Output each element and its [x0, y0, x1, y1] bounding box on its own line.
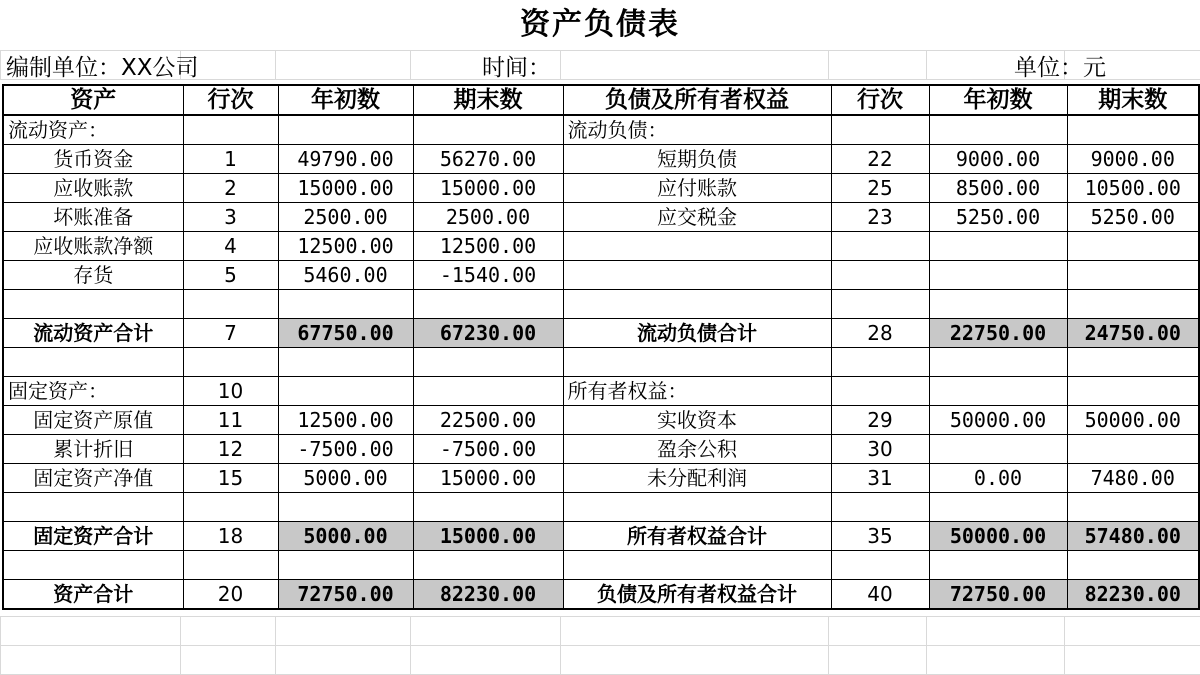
column-header-asset-begin[interactable]: 年初数 — [278, 85, 413, 115]
asset-name-cell[interactable]: 应收账款净额 — [3, 232, 183, 261]
asset-line-cell[interactable]: 4 — [183, 232, 278, 261]
table-row — [3, 174, 1199, 203]
asset-end-cell[interactable]: 82230.00 — [413, 580, 563, 610]
table-row — [3, 464, 1199, 493]
liability-begin-cell[interactable] — [929, 232, 1067, 261]
liability-begin-cell[interactable]: 0.00 — [929, 464, 1067, 493]
asset-line-cell[interactable] — [183, 551, 278, 580]
liability-end-cell[interactable]: 50000.00 — [1067, 406, 1199, 435]
asset-name-cell[interactable]: 资产合计 — [3, 580, 183, 610]
asset-begin-cell[interactable] — [278, 551, 413, 580]
liability-line-cell[interactable] — [831, 348, 929, 377]
liability-end-cell[interactable] — [1067, 435, 1199, 464]
liability-end-cell[interactable]: 57480.00 — [1067, 522, 1199, 551]
asset-begin-cell[interactable] — [278, 348, 413, 377]
asset-begin-cell[interactable] — [278, 377, 413, 406]
asset-name-cell[interactable]: 固定资产： — [3, 377, 183, 406]
asset-end-cell[interactable]: 15000.00 — [413, 174, 563, 203]
asset-name-cell[interactable] — [3, 348, 183, 377]
asset-name-cell[interactable]: 坏账准备 — [3, 203, 183, 232]
column-header-asset-end[interactable]: 期末数 — [413, 85, 563, 115]
liability-begin-cell[interactable]: 72750.00 — [929, 580, 1067, 610]
liability-begin-cell[interactable]: 50000.00 — [929, 406, 1067, 435]
unit-label[interactable]: 单位：元 — [1014, 55, 1106, 81]
table-row — [3, 145, 1199, 174]
liability-name-cell[interactable]: 所有者权益合计 — [563, 522, 831, 551]
liability-line-cell[interactable]: 31 — [831, 464, 929, 493]
liability-name-cell[interactable]: 流动负债： — [563, 115, 831, 145]
liability-line-cell[interactable]: 35 — [831, 522, 929, 551]
liability-line-cell[interactable] — [831, 232, 929, 261]
liability-end-cell[interactable]: 24750.00 — [1067, 319, 1199, 348]
column-header-liability-end[interactable]: 期末数 — [1067, 85, 1199, 115]
liability-line-cell[interactable]: 29 — [831, 406, 929, 435]
liability-end-cell[interactable] — [1067, 348, 1199, 377]
liability-line-cell[interactable]: 40 — [831, 580, 929, 610]
liability-line-cell[interactable]: 22 — [831, 145, 929, 174]
column-header-liability-line[interactable]: 行次 — [831, 85, 929, 115]
asset-line-cell[interactable] — [183, 290, 278, 319]
asset-name-cell[interactable]: 流动资产： — [3, 115, 183, 145]
asset-begin-cell[interactable] — [278, 493, 413, 522]
liability-line-cell[interactable] — [831, 261, 929, 290]
table-row — [3, 551, 1199, 580]
asset-begin-cell[interactable]: 5000.00 — [278, 522, 413, 551]
liability-name-cell[interactable]: 流动负债合计 — [563, 319, 831, 348]
company-label[interactable]: 编制单位：XX公司 — [6, 55, 199, 81]
liability-name-cell[interactable] — [563, 290, 831, 319]
liability-end-cell[interactable] — [1067, 551, 1199, 580]
liability-begin-cell[interactable]: 8500.00 — [929, 174, 1067, 203]
liability-name-cell[interactable]: 未分配利润 — [563, 464, 831, 493]
column-header-asset-name[interactable]: 资产 — [3, 85, 183, 115]
sheet-title[interactable]: 资产负债表 — [520, 7, 680, 42]
liability-line-cell[interactable] — [831, 493, 929, 522]
asset-name-cell[interactable] — [3, 290, 183, 319]
asset-end-cell[interactable]: -7500.00 — [413, 435, 563, 464]
section-row — [3, 115, 1199, 145]
column-header-liability-begin[interactable]: 年初数 — [929, 85, 1067, 115]
asset-end-cell[interactable] — [413, 377, 563, 406]
total-row — [3, 319, 1199, 348]
liability-begin-cell[interactable] — [929, 551, 1067, 580]
liability-end-cell[interactable] — [1067, 290, 1199, 319]
asset-line-cell[interactable] — [183, 493, 278, 522]
asset-begin-cell[interactable]: 12500.00 — [278, 406, 413, 435]
asset-line-cell[interactable]: 12 — [183, 435, 278, 464]
asset-begin-cell[interactable]: 5000.00 — [278, 464, 413, 493]
liability-line-cell[interactable] — [831, 551, 929, 580]
asset-line-cell[interactable]: 7 — [183, 319, 278, 348]
liability-begin-cell[interactable] — [929, 290, 1067, 319]
asset-name-cell[interactable]: 货币资金 — [3, 145, 183, 174]
asset-end-cell[interactable] — [413, 290, 563, 319]
asset-line-cell[interactable]: 1 — [183, 145, 278, 174]
liability-line-cell[interactable] — [831, 115, 929, 145]
asset-line-cell[interactable] — [183, 115, 278, 145]
asset-end-cell[interactable]: 67230.00 — [413, 319, 563, 348]
liability-line-cell[interactable] — [831, 377, 929, 406]
liability-name-cell[interactable]: 短期负债 — [563, 145, 831, 174]
liability-begin-cell[interactable]: 22750.00 — [929, 319, 1067, 348]
liability-line-cell[interactable] — [831, 290, 929, 319]
total-row — [3, 580, 1199, 610]
asset-begin-cell[interactable]: 72750.00 — [278, 580, 413, 610]
asset-end-cell[interactable]: -1540.00 — [413, 261, 563, 290]
table-row — [3, 435, 1199, 464]
table-row — [3, 493, 1199, 522]
liability-begin-cell[interactable] — [929, 115, 1067, 145]
liability-begin-cell[interactable] — [929, 348, 1067, 377]
asset-begin-cell[interactable]: 15000.00 — [278, 174, 413, 203]
asset-line-cell[interactable]: 18 — [183, 522, 278, 551]
asset-end-cell[interactable] — [413, 493, 563, 522]
liability-end-cell[interactable]: 9000.00 — [1067, 145, 1199, 174]
asset-name-cell[interactable]: 固定资产净值 — [3, 464, 183, 493]
liability-begin-cell[interactable] — [929, 261, 1067, 290]
asset-end-cell[interactable] — [413, 348, 563, 377]
liability-name-cell[interactable] — [563, 232, 831, 261]
liability-end-cell[interactable] — [1067, 115, 1199, 145]
asset-name-cell[interactable]: 累计折旧 — [3, 435, 183, 464]
asset-end-cell[interactable]: 56270.00 — [413, 145, 563, 174]
liability-line-cell[interactable]: 25 — [831, 174, 929, 203]
liability-end-cell[interactable] — [1067, 377, 1199, 406]
liability-line-cell[interactable]: 23 — [831, 203, 929, 232]
balance-sheet-table — [2, 84, 1200, 610]
table-row — [3, 261, 1199, 290]
liability-name-cell[interactable] — [563, 261, 831, 290]
asset-name-cell[interactable]: 应收账款 — [3, 174, 183, 203]
asset-begin-cell[interactable]: 12500.00 — [278, 232, 413, 261]
liability-name-cell[interactable]: 所有者权益： — [563, 377, 831, 406]
asset-line-cell[interactable]: 11 — [183, 406, 278, 435]
liability-end-cell[interactable]: 5250.00 — [1067, 203, 1199, 232]
table-row — [3, 203, 1199, 232]
asset-name-cell[interactable]: 固定资产合计 — [3, 522, 183, 551]
liability-name-cell[interactable]: 应交税金 — [563, 203, 831, 232]
sheet-gridlines-bottom — [0, 616, 1200, 675]
total-row — [3, 522, 1199, 551]
asset-end-cell[interactable]: 12500.00 — [413, 232, 563, 261]
asset-begin-cell[interactable]: 5460.00 — [278, 261, 413, 290]
column-header-asset-line[interactable]: 行次 — [183, 85, 278, 115]
liability-end-cell[interactable]: 7480.00 — [1067, 464, 1199, 493]
asset-line-cell[interactable]: 20 — [183, 580, 278, 610]
liability-begin-cell[interactable] — [929, 493, 1067, 522]
liability-end-cell[interactable] — [1067, 493, 1199, 522]
header-row — [3, 85, 1199, 115]
liability-begin-cell[interactable] — [929, 377, 1067, 406]
liability-name-cell[interactable]: 负债及所有者权益合计 — [563, 580, 831, 610]
asset-line-cell[interactable]: 5 — [183, 261, 278, 290]
table-row — [3, 232, 1199, 261]
asset-end-cell[interactable]: 15000.00 — [413, 464, 563, 493]
time-label[interactable]: 时间： — [482, 55, 551, 81]
asset-name-cell[interactable]: 流动资产合计 — [3, 319, 183, 348]
liability-name-cell[interactable] — [563, 348, 831, 377]
liability-begin-cell[interactable]: 50000.00 — [929, 522, 1067, 551]
liability-name-cell[interactable]: 实收资本 — [563, 406, 831, 435]
asset-begin-cell[interactable]: 67750.00 — [278, 319, 413, 348]
asset-end-cell[interactable]: 22500.00 — [413, 406, 563, 435]
asset-line-cell[interactable]: 15 — [183, 464, 278, 493]
liability-name-cell[interactable]: 盈余公积 — [563, 435, 831, 464]
asset-line-cell[interactable]: 3 — [183, 203, 278, 232]
asset-line-cell[interactable] — [183, 348, 278, 377]
asset-line-cell[interactable]: 10 — [183, 377, 278, 406]
asset-end-cell[interactable]: 2500.00 — [413, 203, 563, 232]
liability-end-cell[interactable] — [1067, 232, 1199, 261]
liability-name-cell[interactable] — [563, 551, 831, 580]
asset-begin-cell[interactable]: 49790.00 — [278, 145, 413, 174]
asset-end-cell[interactable]: 15000.00 — [413, 522, 563, 551]
column-header-liability-name[interactable]: 负债及所有者权益 — [563, 85, 831, 115]
table-row — [3, 406, 1199, 435]
asset-name-cell[interactable] — [3, 551, 183, 580]
liability-end-cell[interactable]: 10500.00 — [1067, 174, 1199, 203]
table-row — [3, 290, 1199, 319]
asset-end-cell[interactable] — [413, 551, 563, 580]
liability-line-cell[interactable]: 28 — [831, 319, 929, 348]
asset-begin-cell[interactable]: -7500.00 — [278, 435, 413, 464]
asset-begin-cell[interactable] — [278, 115, 413, 145]
asset-name-cell[interactable]: 存货 — [3, 261, 183, 290]
asset-begin-cell[interactable] — [278, 290, 413, 319]
liability-end-cell[interactable]: 82230.00 — [1067, 580, 1199, 610]
asset-name-cell[interactable]: 固定资产原值 — [3, 406, 183, 435]
liability-end-cell[interactable] — [1067, 261, 1199, 290]
liability-line-cell[interactable]: 30 — [831, 435, 929, 464]
asset-begin-cell[interactable]: 2500.00 — [278, 203, 413, 232]
liability-name-cell[interactable]: 应付账款 — [563, 174, 831, 203]
table-row — [3, 348, 1199, 377]
asset-end-cell[interactable] — [413, 115, 563, 145]
asset-line-cell[interactable]: 2 — [183, 174, 278, 203]
asset-name-cell[interactable] — [3, 493, 183, 522]
liability-begin-cell[interactable]: 9000.00 — [929, 145, 1067, 174]
liability-begin-cell[interactable]: 5250.00 — [929, 203, 1067, 232]
liability-begin-cell[interactable] — [929, 435, 1067, 464]
section-row — [3, 377, 1199, 406]
liability-name-cell[interactable] — [563, 493, 831, 522]
